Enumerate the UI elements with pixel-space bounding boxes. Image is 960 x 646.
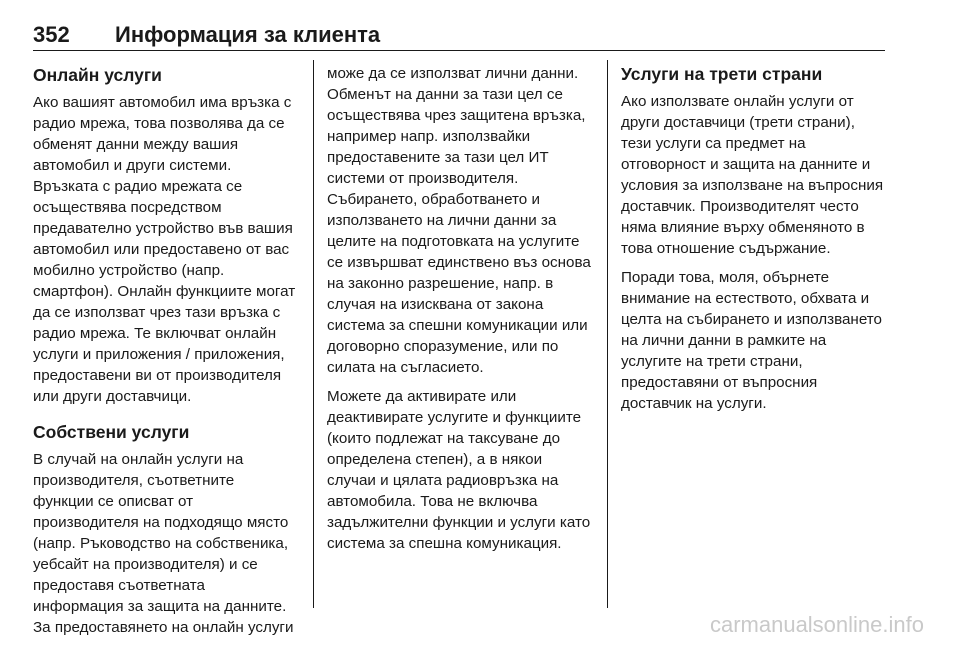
column-divider (607, 60, 608, 608)
page-number: 352 (33, 22, 70, 47)
column-1 (33, 64, 298, 646)
section-heading-third-party: Услуги на трети страни (621, 64, 823, 84)
page-header (33, 22, 885, 51)
paragraph: Поради това, моля, обърнете внимание на естеството, обхвата и целта на събирането и използването на лични данни в рамките на услугите на трети страни, предоставяни от въпросния доставчик на услуги. (621, 269, 882, 412)
paragraph: В случай на онлайн услуги на производителя, съответните функции се описват от производителя на подходящо място (напр. Ръководство на собственика, уебсайт на производителя) и се предоставя съответната информация за защита на данните. За предоставянето на онлайн услуги (33, 451, 294, 636)
paragraph: Ако вашият автомобил има връзка с радио мрежа, това позволява да се обменят данни между вашия автомобил и други системи. Връзката с радио мрежата се осъществява посредством предавателно устройство във вашия автомобил или предоставено от вас мобилно устройство (напр. смартфон). Онлайн функциите могат да се използват чрез тази връзка с радио мрежа. Те включват онлайн услуги и приложения / приложения, предоставени ви от производителя или други доставчици. (33, 94, 296, 405)
watermark: carmanualsonline.info (709, 612, 924, 637)
paragraph: Можете да активирате или деактивирате услугите и функциите (които подлежат на таксуване до определена степен), а в някои случаи и цялата радиовръзка на автомобила. Това не включва задължителни функции и услуги като система за спешна комуникация. (327, 388, 591, 552)
column-3 (621, 63, 889, 422)
page-title: Информация за клиента (115, 22, 381, 47)
paragraph: може да се използват лични данни. Обменът на данни за тази цел се осъществява чрез защитена връзка, например напр. използвайки предоставените за тази цел ИТ системи от производителя. Събирането, обработването и използването на лични данни за целите на подготовката на услугите се извършват единствено въз основа на законно разрешение, напр. в случая на изисквана от закона система за спешни комуникации или договорно споразумение, или по силата на съгласието. (327, 65, 591, 376)
column-2 (327, 63, 595, 562)
column-divider (313, 60, 314, 608)
paragraph: Ако използвате онлайн услуги от други доставчици (трети страни), тези услуги са предмет на отговорност и защита на данните и условия за използване на въпросния доставчик. Производителят често няма влияние върху обменяното в това отношение съдържание. (621, 93, 884, 257)
section-heading-online-services: Онлайн услуги (33, 65, 162, 85)
section-heading-own-services: Собствени услуги (33, 422, 190, 442)
